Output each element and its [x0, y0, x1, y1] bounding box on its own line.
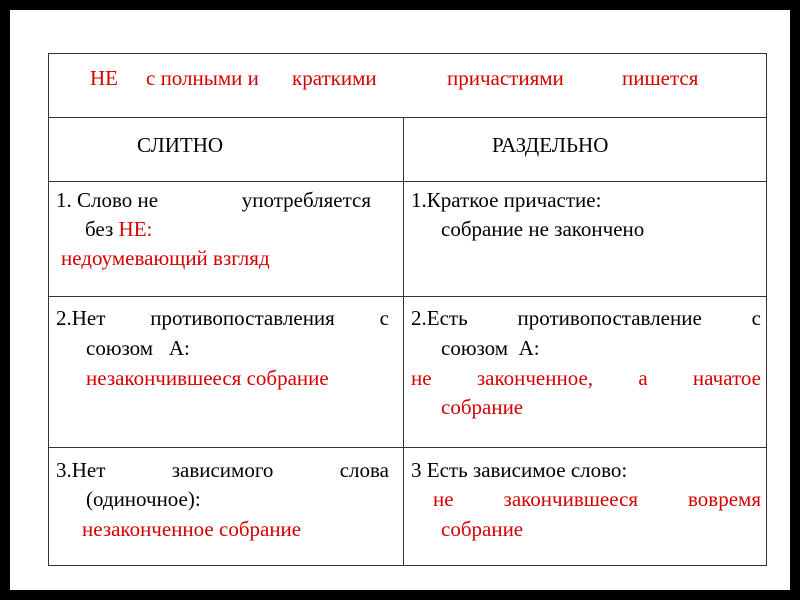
text-word: противопоставления [150, 306, 335, 330]
row1-left-cell [48, 181, 404, 297]
title-cell [48, 53, 767, 118]
text-word: с [379, 306, 389, 330]
row2-left-cell [48, 296, 404, 448]
text-word: вовремя [688, 487, 761, 511]
row2-left-example: незакончившееся собрание [86, 366, 329, 390]
text-word: не [433, 487, 454, 511]
text-word: употребляется [241, 188, 371, 212]
text-word: начатое [692, 366, 761, 390]
row1-left-line2 [85, 215, 152, 244]
row3-left-example: незаконченное собрание [82, 517, 302, 541]
row3-right-line1: 3 Есть зависимое слово: [411, 458, 628, 482]
title-word: краткими [292, 66, 377, 90]
row3-left-line2: (одиночное): [86, 487, 201, 511]
text-word: зависимого [171, 458, 274, 482]
row2-right-cell [403, 296, 767, 448]
row2-right-example-line1 [411, 364, 761, 393]
row1-right-cell [403, 181, 767, 297]
text-word: закончившееся [503, 487, 639, 511]
title-word: с полными и [146, 66, 259, 90]
row1-left-example: недоумевающий взгляд [61, 246, 270, 270]
title-word: причастиями [447, 66, 564, 90]
header-slitno: СЛИТНО [137, 133, 224, 157]
row2-right-line1 [411, 304, 761, 333]
ne-highlight: НЕ: [118, 217, 153, 241]
row2-right-example-line2: собрание [441, 395, 524, 419]
header-cell-left [48, 117, 404, 182]
text-word: слова [339, 458, 389, 482]
row1-right-example: собрание не закончено [441, 217, 645, 241]
row2-left-line2: союзом А: [86, 336, 190, 360]
text-word: с [751, 306, 761, 330]
row3-left-cell [48, 447, 404, 566]
text-word: без [85, 217, 114, 241]
row2-left-line1 [56, 304, 389, 333]
text-word: а [638, 366, 648, 390]
row3-right-example-line1 [433, 485, 761, 514]
row3-left-line1 [56, 456, 389, 485]
text-word: противопоставление [517, 306, 702, 330]
title-word: пишется [622, 66, 699, 90]
text-word: законченное, [476, 366, 594, 390]
row2-right-line2: союзом А: [441, 336, 540, 360]
row3-right-example-line2: собрание [441, 517, 524, 541]
text-word: 1. Слово не [56, 188, 159, 212]
row1-right-line1: 1.Краткое причастие: [411, 188, 602, 212]
slide [10, 10, 790, 590]
text-word: 2.Есть [411, 306, 468, 330]
header-razdelno: РАЗДЕЛЬНО [492, 133, 609, 157]
text-word: 3.Нет [56, 458, 106, 482]
text-word: 2.Нет [56, 306, 106, 330]
title-ne: НЕ [90, 66, 118, 90]
text-word: не [411, 366, 432, 390]
row1-left-line1 [56, 186, 371, 215]
row3-right-cell [403, 447, 767, 566]
header-cell-right [403, 117, 767, 182]
